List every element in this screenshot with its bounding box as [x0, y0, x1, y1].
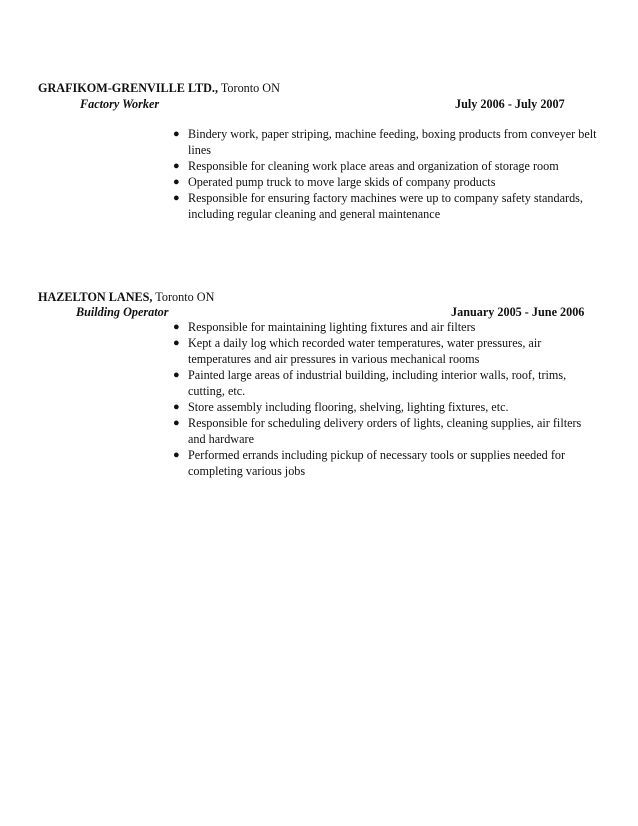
duty-text: Painted large areas of industrial building, including interior walls, roof, trims, cutting, etc. — [188, 368, 567, 398]
duty-text: Responsible for cleaning work place areas and organization of storage room — [188, 159, 559, 173]
bullet-icon: ● — [173, 337, 180, 349]
job-title: Building Operator — [76, 305, 169, 319]
list-item — [170, 319, 598, 335]
job-duties-list — [170, 319, 598, 479]
duty-text: Responsible for ensuring factory machines were up to company safety standards, including regular cleaning and general maintenance — [188, 191, 583, 221]
job-dates: January 2005 - June 2006 — [451, 305, 585, 319]
bullet-icon: ● — [173, 449, 180, 461]
duty-text: Store assembly including flooring, shelving, lighting fixtures, etc. — [188, 400, 509, 414]
duty-text: Responsible for scheduling delivery orders of lights, cleaning supplies, air filters and hardware — [188, 416, 582, 446]
job-duties-list — [170, 126, 602, 222]
list-item — [170, 335, 598, 367]
bullet-icon: ● — [173, 369, 180, 381]
duty-text: Operated pump truck to move large skids of company products — [188, 175, 496, 189]
company-name: HAZELTON LANES, — [38, 290, 153, 304]
duty-text: Responsible for maintaining lighting fixtures and air filters — [188, 320, 476, 334]
duty-text: Kept a daily log which recorded water temperatures, water pressures, air temperatures and air pressures in various mechanical rooms — [188, 336, 542, 366]
list-item — [170, 447, 598, 479]
list-item — [170, 174, 602, 190]
bullet-icon: ● — [173, 160, 180, 172]
company-line — [38, 289, 214, 305]
bullet-icon: ● — [173, 192, 180, 204]
job-dates: July 2006 - July 2007 — [455, 97, 565, 111]
bullet-icon: ● — [173, 401, 180, 413]
list-item — [170, 399, 598, 415]
list-item — [170, 158, 602, 174]
duty-text: Bindery work, paper striping, machine feeding, boxing products from conveyer belt lines — [188, 127, 597, 157]
bullet-icon: ● — [173, 128, 180, 140]
company-line — [38, 80, 280, 96]
company-location: Toronto ON — [152, 290, 215, 304]
list-item — [170, 367, 598, 399]
list-item — [170, 126, 602, 158]
duty-text: Performed errands including pickup of necessary tools or supplies needed for completing various jobs — [188, 448, 566, 478]
list-item — [170, 415, 598, 447]
bullet-icon: ● — [173, 417, 180, 429]
bullet-icon: ● — [173, 321, 180, 333]
bullet-icon: ● — [173, 176, 180, 188]
list-item — [170, 190, 602, 222]
job-title: Factory Worker — [80, 97, 160, 111]
company-location: Toronto ON — [218, 81, 280, 95]
company-name: GRAFIKOM-GRENVILLE LTD., — [38, 81, 219, 95]
